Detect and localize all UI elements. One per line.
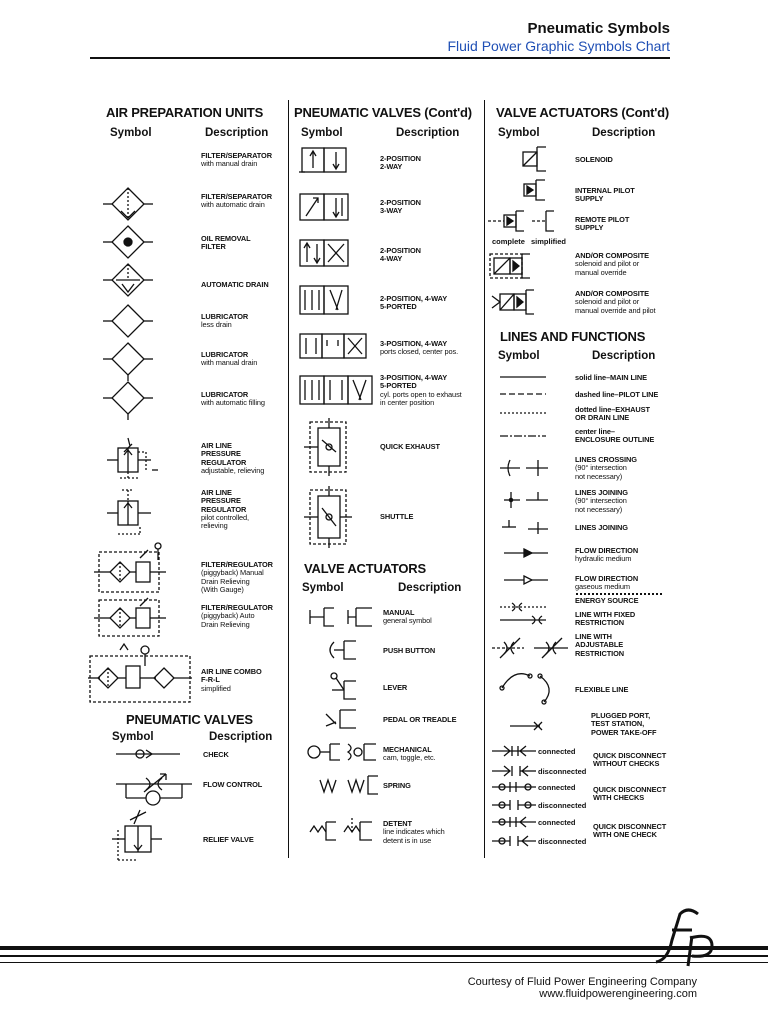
section-title-pneumatic-valves: PNEUMATIC VALVES (126, 712, 253, 727)
qd-without-checks-connected-symbol (492, 746, 536, 756)
desc-push-button: PUSH BUTTON (383, 646, 436, 655)
push-button-actuator-symbol (330, 641, 356, 659)
relief-valve-symbol (112, 810, 162, 860)
composite-1-symbol (490, 254, 530, 278)
desc-dashed-line: dashed line–PILOT LINE (575, 390, 659, 399)
col-header-symbol: Symbol (301, 127, 343, 139)
desc-spring: SPRING (383, 781, 411, 790)
fixed-restriction-symbol (500, 603, 546, 624)
desc-lubricator-manual-drain: LUBRICATOR with manual drain (201, 350, 258, 368)
desc-flexible-line: FLEXIBLE LINE (575, 685, 629, 694)
desc-filter-regulator-manual: FILTER/REGULATOR (piggyback) Manual Drain Relieving (With Gauge) (201, 560, 273, 594)
desc-qd-with-checks: QUICK DISCONNECT WITH CHECKS (593, 785, 667, 803)
desc-automatic-drain: AUTOMATIC DRAIN (201, 280, 269, 289)
desc-2pos-2way: 2-POSITION 2-WAY (380, 154, 421, 172)
desc-flow-control: FLOW CONTROL (203, 780, 263, 789)
section-title-valve-actuators: VALVE ACTUATORS (304, 561, 426, 576)
qd-one-check-connected-symbol (492, 817, 536, 827)
filter-regulator-auto-symbol (94, 598, 166, 636)
desc-energy-source: ENERGY SOURCE (575, 596, 639, 605)
desc-quick-exhaust: QUICK EXHAUST (380, 442, 440, 451)
filter-regulator-manual-symbol (94, 543, 166, 592)
lines-joining-symbol (504, 492, 548, 508)
desc-qd-one-check: QUICK DISCONNECT WITH ONE CHECK (593, 822, 667, 840)
desc-2pos-3way: 2-POSITION 3-WAY (380, 198, 421, 216)
mechanical-actuator-symbol (308, 744, 376, 760)
filter-separator-auto-symbol (103, 188, 153, 220)
manual-actuator-symbol (310, 608, 372, 626)
footer-rule-thin-2 (0, 962, 768, 963)
desc-adjustable-restriction: LINE WITH ADJUSTABLE RESTRICTION (575, 632, 624, 658)
check-valve-symbol (116, 750, 180, 758)
desc-shuttle: SHUTTLE (380, 512, 414, 521)
label-connected: connected (538, 783, 576, 792)
desc-air-line-combo: AIR LINE COMBO F-R-L simplified (201, 667, 262, 693)
desc-oil-removal-filter: OIL REMOVAL FILTER (201, 234, 251, 252)
remote-pilot-simplified-symbol (532, 211, 554, 231)
desc-check: CHECK (203, 750, 229, 759)
label-simplified: simplified (531, 237, 567, 246)
shuttle-symbol (304, 486, 352, 548)
desc-lines-crossing: LINES CROSSING (90° intersection not necessary) (575, 455, 637, 481)
label-disconnected: disconnected (538, 767, 587, 776)
col-header-symbol: Symbol (112, 731, 154, 743)
lines-joining-2-symbol (502, 520, 548, 534)
desc-2pos-4way-5ported: 2-POSITION, 4-WAY 5-PORTED (380, 294, 448, 312)
desc-composite-2: AND/OR COMPOSITE solenoid and pilot or manual override and pilot (575, 289, 656, 315)
col-header-symbol: Symbol (302, 582, 344, 594)
desc-flow-gaseous: FLOW DIRECTION gaseous medium (575, 574, 639, 592)
desc-dotted-line: dotted line–EXHAUST OR DRAIN LINE (575, 405, 650, 423)
desc-fixed-restriction: LINE WITH FIXED RESTRICTION (575, 610, 636, 628)
quick-exhaust-symbol (304, 418, 346, 476)
col-header-description: Description (398, 582, 462, 594)
col-header-symbol: Symbol (498, 127, 540, 139)
desc-mechanical: MECHANICAL cam, toggle, etc. (383, 745, 436, 763)
section-title-valve-actuators-contd: VALVE ACTUATORS (Cont'd) (496, 105, 670, 120)
automatic-drain-symbol (103, 264, 153, 296)
label-complete: complete (492, 237, 525, 246)
desc-3pos-4way-closed: 3-POSITION, 4-WAY ports closed, center pos. (380, 339, 459, 357)
lubricator-auto-fill-symbol (103, 382, 153, 420)
pedal-actuator-symbol (326, 710, 356, 728)
col-header-symbol: Symbol (110, 127, 152, 139)
desc-flow-hydraulic: FLOW DIRECTION hydraulic medium (575, 546, 639, 564)
lubricator-manual-drain-symbol (103, 343, 153, 381)
desc-filter-separator-manual: FILTER/SEPARATOR with manual drain (201, 151, 272, 169)
desc-lubricator-less-drain: LUBRICATOR less drain (201, 312, 249, 330)
air-line-combo-symbol (88, 644, 192, 702)
lubricator-less-drain-symbol (103, 305, 153, 337)
desc-lines-joining: LINES JOINING (90° intersection not necessary) (575, 488, 628, 514)
oil-removal-filter-symbol (103, 226, 153, 258)
qd-with-checks-disconnected-symbol (492, 800, 536, 810)
desc-center-line: center line– ENCLOSURE OUTLINE (575, 427, 655, 445)
fp-logo-icon (656, 910, 712, 966)
desc-plugged-port: PLUGGED PORT, TEST STATION, POWER TAKE-OFF (591, 711, 657, 737)
footer-courtesy-text: Courtesy of Fluid Power Engineering Company (467, 976, 697, 988)
col-header-description: Description (592, 127, 656, 139)
valve-2pos-3way-symbol (300, 194, 348, 220)
desc-filter-regulator-auto: FILTER/REGULATOR (piggyback) Auto Drain Relieving (201, 603, 273, 629)
valve-2pos-4way-5ported-symbol (300, 286, 348, 314)
adjustable-restriction-symbol (492, 638, 568, 658)
col-header-symbol: Symbol (498, 350, 540, 362)
page-title: Pneumatic Symbols (527, 20, 670, 37)
desc-air-line-regulator-pilot: AIR LINE PRESSURE REGULATOR pilot controlled, relieving (201, 488, 250, 531)
internal-pilot-symbol (524, 180, 545, 200)
col-header-description: Description (592, 350, 656, 362)
lever-actuator-symbol (331, 673, 356, 699)
valve-2pos-2way-symbol (299, 148, 346, 172)
label-disconnected: disconnected (538, 837, 587, 846)
qd-without-checks-disconnected-symbol (492, 766, 536, 776)
label-connected: connected (538, 818, 576, 827)
footer-rule-thick (0, 946, 768, 950)
qd-with-checks-connected-symbol (492, 782, 536, 792)
valve-2pos-4way-symbol (300, 240, 348, 266)
desc-detent: DETENT line indicates which detent is in use (383, 819, 445, 845)
air-line-regulator-relieving-symbol (107, 438, 158, 478)
page-subtitle: Fluid Power Graphic Symbols Chart (447, 38, 670, 54)
footer-courtesy (468, 976, 697, 1000)
desc-lines-joining-2: LINES JOINING (575, 523, 628, 532)
flow-hydraulic-symbol (504, 549, 548, 557)
desc-3pos-4way-5ported: 3-POSITION, 4-WAY 5-PORTED cyl. ports open to exhaust in center position (380, 373, 462, 407)
air-line-regulator-pilot-symbol (107, 490, 151, 534)
col-header-description: Description (209, 731, 273, 743)
desc-lever: LEVER (383, 683, 408, 692)
desc-air-line-regulator-relieving: AIR LINE PRESSURE REGULATOR adjustable, relieving (201, 441, 265, 475)
desc-internal-pilot: INTERNAL PILOT SUPPLY (575, 186, 635, 204)
valve-3pos-4way-5ported-symbol (300, 376, 372, 404)
flow-control-symbol (116, 774, 192, 805)
composite-2-symbol (492, 290, 534, 314)
flexible-line-symbol (500, 674, 549, 704)
desc-solenoid: SOLENOID (575, 155, 613, 164)
footer-rule-thin-1 (0, 955, 768, 957)
label-connected: connected (538, 747, 576, 756)
section-title-lines-functions: LINES AND FUNCTIONS (500, 329, 646, 344)
valve-3pos-4way-closed-symbol (300, 334, 366, 358)
spring-actuator-symbol (320, 776, 378, 794)
desc-lubricator-auto-fill: LUBRICATOR with automatic filling (201, 390, 265, 408)
flow-gaseous-symbol (504, 576, 548, 584)
desc-relief-valve: RELIEF VALVE (203, 835, 254, 844)
desc-pedal: PEDAL OR TREADLE (383, 715, 457, 724)
footer-url-link[interactable]: www.fluidpowerengineering.com (539, 988, 697, 1000)
solenoid-symbol (523, 147, 546, 171)
lines-crossing-symbol (500, 460, 548, 476)
desc-filter-separator-auto: FILTER/SEPARATOR with automatic drain (201, 192, 272, 210)
label-disconnected: disconnected (538, 801, 587, 810)
desc-composite-1: AND/OR COMPOSITE solenoid and pilot or manual override (575, 251, 649, 277)
desc-solid-line: solid line–MAIN LINE (575, 373, 647, 382)
section-title-pneumatic-valves-contd: PNEUMATIC VALVES (Cont'd) (294, 105, 472, 120)
remote-pilot-complete-symbol (488, 211, 524, 231)
section-title-air-preparation: AIR PREPARATION UNITS (106, 105, 264, 120)
desc-manual: MANUAL general symbol (383, 608, 432, 626)
col-header-description: Description (396, 127, 460, 139)
desc-2pos-4way: 2-POSITION 4-WAY (380, 246, 421, 264)
desc-qd-without-checks: QUICK DISCONNECT WITHOUT CHECKS (593, 751, 667, 769)
col-header-description: Description (205, 127, 269, 139)
detent-actuator-symbol (310, 818, 372, 840)
plugged-port-symbol (510, 722, 542, 730)
qd-one-check-disconnected-symbol (492, 836, 536, 846)
desc-remote-pilot: REMOTE PILOT SUPPLY (575, 215, 630, 233)
